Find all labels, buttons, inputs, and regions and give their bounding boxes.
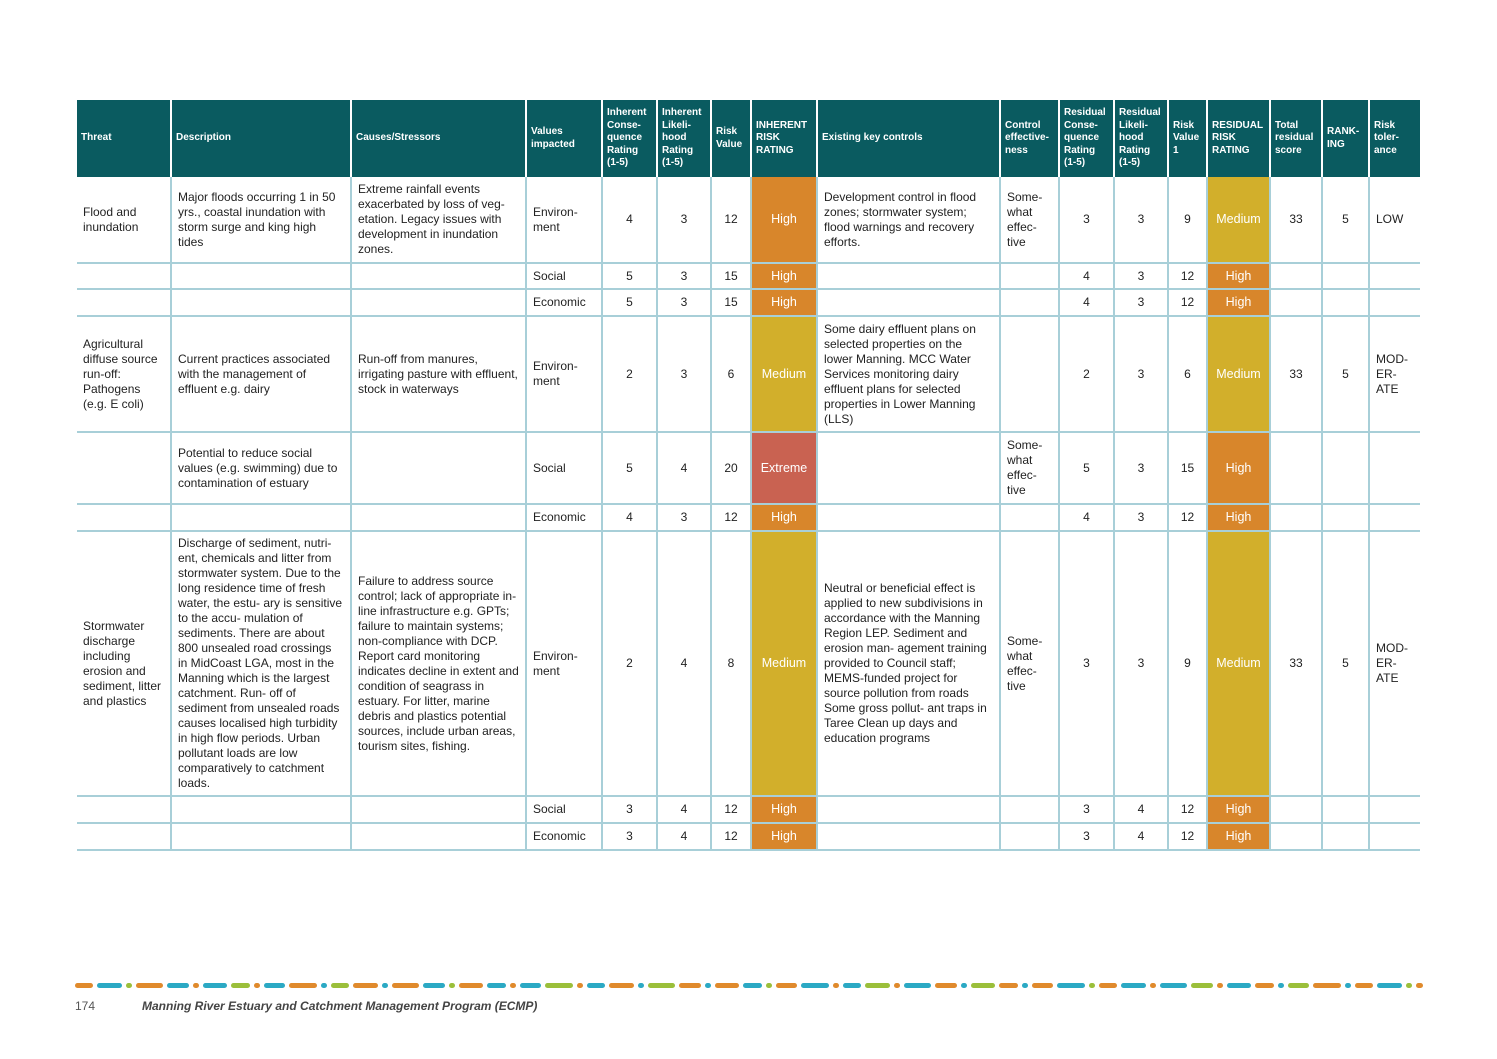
cell-control-effectiveness bbox=[1000, 289, 1059, 316]
stripe-dash bbox=[97, 983, 122, 988]
table-row bbox=[77, 796, 1420, 823]
table-row bbox=[77, 177, 1420, 263]
cell-residual-risk-rating: High bbox=[1207, 823, 1270, 850]
cell-inherent-consequence: 3 bbox=[602, 823, 657, 850]
cell-inherent-consequence: 4 bbox=[602, 504, 657, 531]
cell-residual-risk-rating: High bbox=[1207, 263, 1270, 289]
header-inherent-risk-rating: INHERENT RISK RATING bbox=[751, 100, 817, 177]
cell-ranking bbox=[1322, 504, 1369, 531]
header-causes: Causes/Stressors bbox=[351, 100, 526, 177]
stripe-dash bbox=[353, 983, 378, 988]
cell-inherent-risk-value: 6 bbox=[711, 316, 751, 432]
header-risk-value-1: Risk Value 1 bbox=[1168, 100, 1207, 177]
stripe-dash bbox=[392, 983, 419, 988]
cell-residual-risk-value: 6 bbox=[1168, 316, 1207, 432]
header-total-residual-score: Total residual score bbox=[1270, 100, 1322, 177]
stripe-dash bbox=[1278, 983, 1284, 988]
header-description: Description bbox=[171, 100, 351, 177]
cell-values-impacted: Environ- ment bbox=[526, 531, 602, 796]
cell-risk-tolerance bbox=[1369, 504, 1420, 531]
cell-ranking bbox=[1322, 289, 1369, 316]
cell-residual-risk-value: 9 bbox=[1168, 177, 1207, 263]
cell-total-residual-score bbox=[1270, 432, 1322, 504]
stripe-dash bbox=[1089, 983, 1095, 988]
cell-causes: Extreme rainfall events exacerbated by loss of veg- etation. Legacy issues with development in inundation zones. bbox=[351, 177, 526, 263]
cell-causes: Failure to address source control; lack of appropriate in-line infrastructure e.g. GPTs; failure to maintain systems; non-compliance with DCP. Report card monitoring indicates decline in extent and condition of seagrass in estuary. For litter, marine debris and plastics potential sources, include urban areas, tourism sites, fishing. bbox=[351, 531, 526, 796]
cell-values-impacted: Social bbox=[526, 796, 602, 823]
cell-risk-tolerance bbox=[1369, 289, 1420, 316]
cell-ranking: 5 bbox=[1322, 316, 1369, 432]
stripe-dash bbox=[382, 983, 388, 988]
cell-inherent-likelihood: 3 bbox=[657, 263, 711, 289]
cell-inherent-consequence: 5 bbox=[602, 432, 657, 504]
cell-threat: Agricultural diffuse source run-off: Pathogens (e.g. E coli) bbox=[77, 316, 171, 432]
stripe-dash bbox=[1255, 983, 1274, 988]
cell-existing-controls: Development control in flood zones; stormwater system; flood warnings and recovery efforts. bbox=[817, 177, 1000, 263]
cell-control-effectiveness: Some- what effec- tive bbox=[1000, 531, 1059, 796]
cell-inherent-risk-rating: Extreme bbox=[751, 432, 817, 504]
stripe-dash bbox=[203, 983, 227, 988]
table-row bbox=[77, 316, 1420, 432]
cell-threat bbox=[77, 796, 171, 823]
stripe-dash bbox=[1345, 983, 1351, 988]
cell-residual-risk-value: 12 bbox=[1168, 823, 1207, 850]
cell-total-residual-score: 33 bbox=[1270, 531, 1322, 796]
cell-inherent-likelihood: 4 bbox=[657, 432, 711, 504]
cell-description: Potential to reduce social values (e.g. swimming) due to contamination of estuary bbox=[171, 432, 351, 504]
cell-control-effectiveness: Some- what effec- tive bbox=[1000, 432, 1059, 504]
cell-residual-consequence: 4 bbox=[1059, 289, 1114, 316]
cell-residual-risk-rating: High bbox=[1207, 432, 1270, 504]
stripe-dash bbox=[999, 983, 1018, 988]
stripe-dash bbox=[679, 983, 701, 988]
table-row bbox=[77, 289, 1420, 316]
cell-residual-risk-rating: High bbox=[1207, 289, 1270, 316]
stripe-dash bbox=[167, 983, 189, 988]
cell-total-residual-score bbox=[1270, 823, 1322, 850]
cell-existing-controls bbox=[817, 432, 1000, 504]
table-row bbox=[77, 432, 1420, 504]
cell-residual-risk-value: 12 bbox=[1168, 263, 1207, 289]
cell-residual-consequence: 3 bbox=[1059, 177, 1114, 263]
stripe-dash bbox=[935, 983, 957, 988]
stripe-dash bbox=[449, 983, 455, 988]
stripe-dash bbox=[577, 983, 583, 988]
cell-values-impacted: Environ- ment bbox=[526, 177, 602, 263]
stripe-dash bbox=[743, 983, 762, 988]
cell-residual-risk-rating: High bbox=[1207, 796, 1270, 823]
cell-inherent-consequence: 5 bbox=[602, 289, 657, 316]
stripe-dash bbox=[520, 983, 541, 988]
header-threat: Threat bbox=[77, 100, 171, 177]
cell-inherent-likelihood: 4 bbox=[657, 531, 711, 796]
stripe-dash bbox=[833, 983, 839, 988]
cell-threat bbox=[77, 289, 171, 316]
cell-threat bbox=[77, 263, 171, 289]
cell-total-residual-score: 33 bbox=[1270, 177, 1322, 263]
stripe-dash bbox=[766, 983, 772, 988]
cell-existing-controls: Neutral or beneficial effect is applied to new subdivisions in accordance with the Manning Region LEP. Sediment and erosion man- agement training provided to Council staff; MEMS-funded project for source pollution from roads Some gross pollut- ant traps in Taree Clean up days and education programs bbox=[817, 531, 1000, 796]
stripe-dash bbox=[894, 983, 900, 988]
stripe-dash bbox=[459, 983, 483, 988]
cell-description: Discharge of sediment, nutri- ent, chemicals and litter from stormwater system. Due to the long residence time of fresh water, the estu- ary is sensitive to the accu- mulation of sediments. There are about 800 unsealed road crossings in MidCoast LGA, most in the Manning which is the largest catchment. Run- off of sediment from unsealed roads causes localised high turbidity in high flow periods. Urban pollutant loads are low comparatively to catchment loads. bbox=[171, 531, 351, 796]
document-title: Manning River Estuary and Catchment Management Program (ECMP) bbox=[142, 999, 538, 1013]
cell-inherent-likelihood: 4 bbox=[657, 823, 711, 850]
cell-causes bbox=[351, 823, 526, 850]
cell-values-impacted: Social bbox=[526, 432, 602, 504]
cell-residual-consequence: 4 bbox=[1059, 263, 1114, 289]
cell-threat bbox=[77, 432, 171, 504]
header-risk-tolerance: Risk toler- ance bbox=[1369, 100, 1420, 177]
stripe-dash bbox=[331, 983, 349, 988]
header-existing-controls: Existing key controls bbox=[817, 100, 1000, 177]
cell-threat bbox=[77, 823, 171, 850]
stripe-dash bbox=[545, 983, 573, 988]
cell-inherent-consequence: 2 bbox=[602, 316, 657, 432]
stripe-dash bbox=[801, 983, 829, 988]
cell-residual-risk-rating: Medium bbox=[1207, 177, 1270, 263]
cell-threat: Flood and inundation bbox=[77, 177, 171, 263]
table-row bbox=[77, 504, 1420, 531]
cell-residual-consequence: 3 bbox=[1059, 796, 1114, 823]
cell-control-effectiveness bbox=[1000, 263, 1059, 289]
cell-control-effectiveness bbox=[1000, 316, 1059, 432]
stripe-dash bbox=[971, 983, 995, 988]
cell-inherent-risk-rating: High bbox=[751, 504, 817, 531]
table-row bbox=[77, 263, 1420, 289]
stripe-dash bbox=[1057, 983, 1085, 988]
cell-control-effectiveness bbox=[1000, 504, 1059, 531]
cell-threat bbox=[77, 504, 171, 531]
stripe-dash bbox=[510, 983, 516, 988]
cell-residual-likelihood: 3 bbox=[1114, 316, 1168, 432]
header-risk-value: Risk Value bbox=[711, 100, 751, 177]
cell-inherent-likelihood: 3 bbox=[657, 316, 711, 432]
cell-risk-tolerance: LOW bbox=[1369, 177, 1420, 263]
cell-inherent-likelihood: 3 bbox=[657, 289, 711, 316]
stripe-dash bbox=[126, 983, 132, 988]
page-number: 174 bbox=[75, 999, 96, 1013]
cell-residual-likelihood: 3 bbox=[1114, 531, 1168, 796]
stripe-dash bbox=[1377, 983, 1402, 988]
cell-causes bbox=[351, 796, 526, 823]
cell-residual-likelihood: 4 bbox=[1114, 823, 1168, 850]
cell-description bbox=[171, 263, 351, 289]
stripe-dash bbox=[587, 983, 605, 988]
header-ranking: RANK- ING bbox=[1322, 100, 1369, 177]
cell-residual-consequence: 3 bbox=[1059, 823, 1114, 850]
stripe-dash bbox=[1355, 983, 1373, 988]
stripe-dash bbox=[136, 983, 163, 988]
header-control-effectiveness: Control effective- ness bbox=[1000, 100, 1059, 177]
cell-ranking bbox=[1322, 263, 1369, 289]
cell-risk-tolerance bbox=[1369, 796, 1420, 823]
cell-risk-tolerance: MOD- ER- ATE bbox=[1369, 316, 1420, 432]
cell-residual-risk-rating: High bbox=[1207, 504, 1270, 531]
cell-existing-controls bbox=[817, 823, 1000, 850]
cell-residual-risk-rating: Medium bbox=[1207, 316, 1270, 432]
stripe-dash bbox=[423, 983, 445, 988]
cell-ranking bbox=[1322, 823, 1369, 850]
cell-risk-tolerance bbox=[1369, 263, 1420, 289]
cell-values-impacted: Economic bbox=[526, 289, 602, 316]
cell-inherent-consequence: 5 bbox=[602, 263, 657, 289]
cell-values-impacted: Social bbox=[526, 263, 602, 289]
cell-inherent-risk-value: 20 bbox=[711, 432, 751, 504]
cell-existing-controls bbox=[817, 504, 1000, 531]
header-residual-risk-rating: RESIDUAL RISK RATING bbox=[1207, 100, 1270, 177]
cell-inherent-consequence: 2 bbox=[602, 531, 657, 796]
cell-causes bbox=[351, 263, 526, 289]
stripe-dash bbox=[1288, 983, 1309, 988]
cell-control-effectiveness: Some- what effec- tive bbox=[1000, 177, 1059, 263]
cell-values-impacted: Environ- ment bbox=[526, 316, 602, 432]
header-row bbox=[77, 100, 1420, 177]
cell-inherent-consequence: 4 bbox=[602, 177, 657, 263]
stripe-dash bbox=[961, 983, 967, 988]
cell-inherent-likelihood: 4 bbox=[657, 796, 711, 823]
cell-inherent-risk-value: 12 bbox=[711, 177, 751, 263]
stripe-dash bbox=[1121, 983, 1146, 988]
cell-inherent-risk-rating: High bbox=[751, 796, 817, 823]
cell-residual-likelihood: 4 bbox=[1114, 796, 1168, 823]
cell-causes bbox=[351, 289, 526, 316]
stripe-dash bbox=[865, 983, 890, 988]
cell-residual-risk-value: 15 bbox=[1168, 432, 1207, 504]
cell-existing-controls bbox=[817, 289, 1000, 316]
stripe-dash bbox=[75, 983, 93, 988]
cell-total-residual-score bbox=[1270, 289, 1322, 316]
cell-inherent-risk-rating: Medium bbox=[751, 316, 817, 432]
stripe-dash bbox=[1313, 983, 1341, 988]
cell-residual-likelihood: 3 bbox=[1114, 289, 1168, 316]
cell-residual-likelihood: 3 bbox=[1114, 504, 1168, 531]
cell-residual-risk-value: 12 bbox=[1168, 504, 1207, 531]
stripe-dash bbox=[904, 983, 931, 988]
stripe-dash bbox=[254, 983, 260, 988]
stripe-dash bbox=[321, 983, 327, 988]
table-row bbox=[77, 531, 1420, 796]
cell-inherent-risk-rating: High bbox=[751, 177, 817, 263]
cell-ranking bbox=[1322, 432, 1369, 504]
cell-total-residual-score bbox=[1270, 796, 1322, 823]
cell-residual-likelihood: 3 bbox=[1114, 177, 1168, 263]
cell-inherent-likelihood: 3 bbox=[657, 177, 711, 263]
table-body bbox=[77, 177, 1420, 850]
cell-existing-controls bbox=[817, 263, 1000, 289]
cell-inherent-consequence: 3 bbox=[602, 796, 657, 823]
cell-ranking: 5 bbox=[1322, 531, 1369, 796]
stripe-dash bbox=[1160, 983, 1187, 988]
cell-threat: Stormwater discharge including erosion and sediment, litter and plastics bbox=[77, 531, 171, 796]
stripe-dash bbox=[231, 983, 250, 988]
cell-inherent-likelihood: 3 bbox=[657, 504, 711, 531]
cell-inherent-risk-value: 12 bbox=[711, 504, 751, 531]
stripe-dash bbox=[843, 983, 861, 988]
stripe-dash bbox=[1099, 983, 1117, 988]
header-residual-likelihood: Residual Likeli- hood Rating (1-5) bbox=[1114, 100, 1168, 177]
cell-description bbox=[171, 504, 351, 531]
stripe-dash bbox=[1406, 983, 1412, 988]
cell-residual-consequence: 5 bbox=[1059, 432, 1114, 504]
cell-existing-controls bbox=[817, 796, 1000, 823]
stripe-dash bbox=[1032, 983, 1053, 988]
stripe-dash bbox=[264, 983, 285, 988]
cell-residual-risk-rating: Medium bbox=[1207, 531, 1270, 796]
cell-risk-tolerance: MOD- ER- ATE bbox=[1369, 531, 1420, 796]
header-inherent-consequence: Inherent Conse- quence Rating (1-5) bbox=[602, 100, 657, 177]
cell-inherent-risk-rating: High bbox=[751, 263, 817, 289]
cell-residual-likelihood: 3 bbox=[1114, 432, 1168, 504]
cell-total-residual-score bbox=[1270, 504, 1322, 531]
cell-inherent-risk-value: 15 bbox=[711, 263, 751, 289]
cell-total-residual-score: 33 bbox=[1270, 316, 1322, 432]
stripe-dash bbox=[1227, 983, 1251, 988]
cell-description: Current practices associated with the management of effluent e.g. dairy bbox=[171, 316, 351, 432]
cell-inherent-risk-value: 8 bbox=[711, 531, 751, 796]
cell-inherent-risk-value: 12 bbox=[711, 796, 751, 823]
cell-total-residual-score bbox=[1270, 263, 1322, 289]
stripe-dash bbox=[776, 983, 797, 988]
risk-assessment-table bbox=[77, 100, 1420, 851]
stripe-dash bbox=[1217, 983, 1223, 988]
cell-residual-risk-value: 12 bbox=[1168, 289, 1207, 316]
cell-residual-consequence: 2 bbox=[1059, 316, 1114, 432]
cell-residual-consequence: 4 bbox=[1059, 504, 1114, 531]
decorative-dashed-stripe bbox=[75, 982, 1423, 990]
cell-control-effectiveness bbox=[1000, 796, 1059, 823]
cell-description bbox=[171, 796, 351, 823]
stripe-dash bbox=[193, 983, 199, 988]
cell-causes: Run-off from manures, irrigating pasture with effluent, stock in waterways bbox=[351, 316, 526, 432]
stripe-dash bbox=[705, 983, 711, 988]
cell-residual-consequence: 3 bbox=[1059, 531, 1114, 796]
stripe-dash bbox=[609, 983, 634, 988]
cell-risk-tolerance bbox=[1369, 823, 1420, 850]
header-residual-consequence: Residual Conse- quence Rating (1-5) bbox=[1059, 100, 1114, 177]
table-row bbox=[77, 823, 1420, 850]
cell-inherent-risk-value: 12 bbox=[711, 823, 751, 850]
stripe-dash bbox=[1022, 983, 1028, 988]
cell-inherent-risk-rating: Medium bbox=[751, 531, 817, 796]
cell-description bbox=[171, 823, 351, 850]
cell-control-effectiveness bbox=[1000, 823, 1059, 850]
cell-ranking bbox=[1322, 796, 1369, 823]
stripe-dash bbox=[289, 983, 317, 988]
cell-description: Major floods occurring 1 in 50 yrs., coastal inundation with storm surge and king high tides bbox=[171, 177, 351, 263]
header-inherent-likelihood: Inherent Likeli- hood Rating (1-5) bbox=[657, 100, 711, 177]
cell-inherent-risk-value: 15 bbox=[711, 289, 751, 316]
stripe-dash bbox=[715, 983, 739, 988]
cell-values-impacted: Economic bbox=[526, 823, 602, 850]
stripe-dash bbox=[1191, 983, 1213, 988]
cell-inherent-risk-rating: High bbox=[751, 289, 817, 316]
stripe-dash bbox=[638, 983, 644, 988]
cell-risk-tolerance bbox=[1369, 432, 1420, 504]
cell-residual-risk-value: 12 bbox=[1168, 796, 1207, 823]
header-values-impacted: Values impacted bbox=[526, 100, 602, 177]
stripe-dash bbox=[487, 983, 506, 988]
cell-residual-risk-value: 9 bbox=[1168, 531, 1207, 796]
cell-values-impacted: Economic bbox=[526, 504, 602, 531]
cell-ranking: 5 bbox=[1322, 177, 1369, 263]
cell-existing-controls: Some dairy effluent plans on selected properties on the lower Manning. MCC Water Services monitoring dairy effluent plans for selected properties in Lower Manning (LLS) bbox=[817, 316, 1000, 432]
cell-residual-likelihood: 3 bbox=[1114, 263, 1168, 289]
cell-causes bbox=[351, 504, 526, 531]
stripe-dash bbox=[648, 983, 675, 988]
stripe-dash bbox=[1150, 983, 1156, 988]
cell-inherent-risk-rating: High bbox=[751, 823, 817, 850]
cell-causes bbox=[351, 432, 526, 504]
stripe-dash bbox=[1416, 983, 1423, 988]
cell-description bbox=[171, 289, 351, 316]
